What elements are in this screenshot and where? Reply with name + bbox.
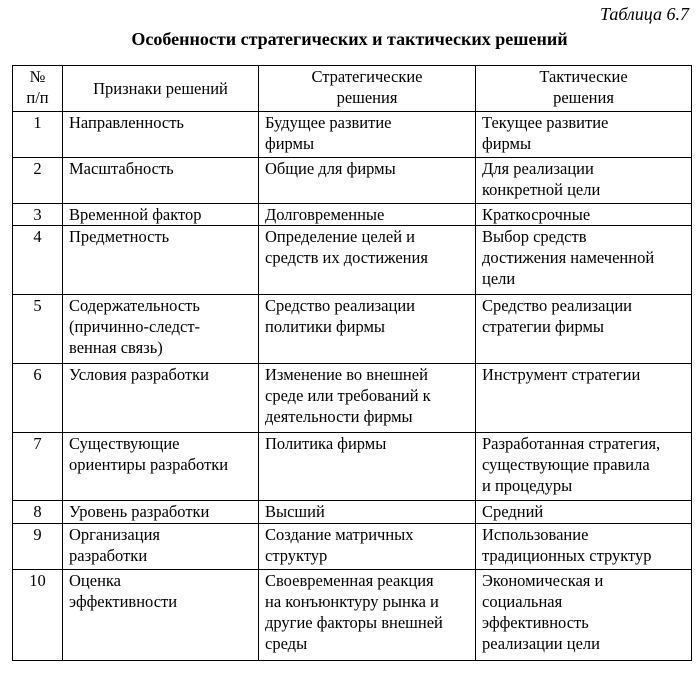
tactical-line: цели	[482, 269, 516, 288]
tactical-line: существующие правила	[482, 455, 650, 474]
row-number: 3	[13, 204, 63, 226]
tactical-line: конкретной цели	[482, 180, 601, 199]
cell-criteria	[63, 501, 259, 524]
strategic-line: Своевременная реакция	[265, 571, 434, 590]
strategic-line: средств их достижения	[265, 248, 428, 267]
table-row	[13, 112, 692, 158]
strategic-line: среды	[265, 634, 308, 653]
table-row	[13, 226, 692, 295]
criteria-line: Уровень разработки	[69, 502, 210, 521]
row-number: 2	[13, 158, 63, 204]
header-strategic	[259, 66, 476, 112]
cell-strategic	[259, 524, 476, 570]
cell-criteria	[63, 158, 259, 204]
table-row	[13, 364, 692, 433]
criteria-line: Направленность	[69, 113, 184, 132]
cell-tactical	[476, 158, 692, 204]
cell-tactical	[476, 226, 692, 295]
criteria-line: Организация	[69, 525, 161, 544]
cell-strategic	[259, 433, 476, 501]
tactical-line: достижения намеченной	[482, 248, 655, 267]
cell-criteria	[63, 570, 259, 661]
criteria-line: Существующие	[69, 434, 180, 453]
cell-strategic	[259, 112, 476, 158]
cell-strategic	[259, 226, 476, 295]
cell-criteria	[63, 364, 259, 433]
strategic-line: политики фирмы	[265, 317, 385, 336]
tactical-line: стратегии фирмы	[482, 317, 605, 336]
table-title: Особенности стратегических и тактических решений	[131, 29, 568, 49]
tactical-line: реализации цели	[482, 634, 600, 653]
strategic-line: другие факторы внешней	[265, 613, 443, 632]
criteria-line: эффективности	[69, 592, 178, 611]
tactical-line: Использование	[482, 525, 589, 544]
table-label: Таблица 6.7	[599, 4, 689, 24]
row-number: 6	[13, 364, 63, 433]
tactical-line: эффективность	[482, 613, 589, 632]
strategic-line: деятельности фирмы	[265, 407, 413, 426]
table-body	[13, 112, 692, 661]
cell-criteria	[63, 433, 259, 501]
cell-tactical	[476, 112, 692, 158]
header-criteria	[63, 66, 259, 112]
table-row	[13, 158, 692, 204]
criteria-line: (причинно-следст-	[69, 317, 201, 336]
header-num-line: п/п	[26, 88, 49, 107]
cell-tactical	[476, 501, 692, 524]
tactical-line: Средство реализации	[482, 296, 632, 315]
criteria-line: Предметность	[69, 227, 170, 246]
strategic-line: Определение целей и	[265, 227, 415, 246]
tactical-line: Экономическая и	[482, 571, 604, 590]
criteria-line: Временной фактор	[69, 205, 202, 224]
row-number: 9	[13, 524, 63, 570]
cell-strategic	[259, 364, 476, 433]
cell-strategic	[259, 204, 476, 226]
tactical-line: фирмы	[482, 134, 532, 153]
cell-tactical	[476, 524, 692, 570]
row-number: 5	[13, 295, 63, 364]
header-tactical	[476, 66, 692, 112]
tactical-line: Разработанная стратегия,	[482, 434, 661, 453]
cell-tactical	[476, 570, 692, 661]
cell-strategic	[259, 570, 476, 661]
tactical-line: Текущее развитие	[482, 113, 609, 132]
cell-criteria	[63, 295, 259, 364]
tactical-line: Средний	[482, 502, 544, 521]
cell-tactical	[476, 364, 692, 433]
strategic-line: Долговременные	[265, 205, 385, 224]
tactical-line: Выбор средств	[482, 227, 587, 246]
header-criteria-line: Признаки решений	[93, 79, 228, 98]
header-row	[13, 66, 692, 112]
table-row	[13, 570, 692, 661]
strategic-line: Высший	[265, 502, 325, 521]
table-row	[13, 501, 692, 524]
criteria-line: ориентиры разработки	[69, 455, 229, 474]
cell-strategic	[259, 501, 476, 524]
decisions-table	[12, 65, 692, 661]
row-number: 7	[13, 433, 63, 501]
table-row	[13, 524, 692, 570]
tactical-line: социальная	[482, 592, 563, 611]
strategic-line: Изменение во внешней	[265, 365, 428, 384]
criteria-line: Оценка	[69, 571, 121, 590]
cell-criteria	[63, 226, 259, 295]
row-number: 8	[13, 501, 63, 524]
table-row	[13, 433, 692, 501]
strategic-line: фирмы	[265, 134, 315, 153]
criteria-line: Содержательность	[69, 296, 200, 315]
table-row	[13, 204, 692, 226]
criteria-line: Масштабность	[69, 159, 174, 178]
tactical-line: Для реализации	[482, 159, 594, 178]
cell-criteria	[63, 204, 259, 226]
header-tactical-line: решения	[553, 88, 614, 107]
table-row	[13, 295, 692, 364]
header-strategic-line: решения	[336, 88, 398, 107]
cell-strategic	[259, 158, 476, 204]
strategic-line: Будущее развитие	[265, 113, 392, 132]
strategic-line: Политика фирмы	[265, 434, 387, 453]
tactical-line: Инструмент стратегии	[482, 365, 641, 384]
strategic-line: на конъюнктуру рынка и	[265, 592, 439, 611]
cell-tactical	[476, 204, 692, 226]
criteria-line: Условия разработки	[69, 365, 209, 384]
tactical-line: традиционных структур	[482, 546, 652, 565]
header-num	[13, 66, 63, 112]
cell-tactical	[476, 433, 692, 501]
cell-criteria	[63, 524, 259, 570]
strategic-line: среде или требований к	[265, 386, 431, 405]
strategic-line: Создание матричных	[265, 525, 414, 544]
header-num-line: №	[29, 67, 46, 86]
criteria-line: разработки	[69, 546, 148, 565]
cell-tactical	[476, 295, 692, 364]
criteria-line: венная связь)	[69, 338, 163, 357]
tactical-line: Краткосрочные	[482, 205, 591, 224]
strategic-line: Общие для фирмы	[265, 159, 396, 178]
row-number: 4	[13, 226, 63, 295]
cell-strategic	[259, 295, 476, 364]
header-strategic-line: Стратегические	[311, 67, 423, 86]
header-tactical-line: Тактические	[539, 67, 628, 86]
cell-criteria	[63, 112, 259, 158]
row-number: 10	[13, 570, 63, 661]
strategic-line: Средство реализации	[265, 296, 415, 315]
strategic-line: структур	[265, 546, 328, 565]
tactical-line: и процедуры	[482, 476, 573, 495]
row-number: 1	[13, 112, 63, 158]
